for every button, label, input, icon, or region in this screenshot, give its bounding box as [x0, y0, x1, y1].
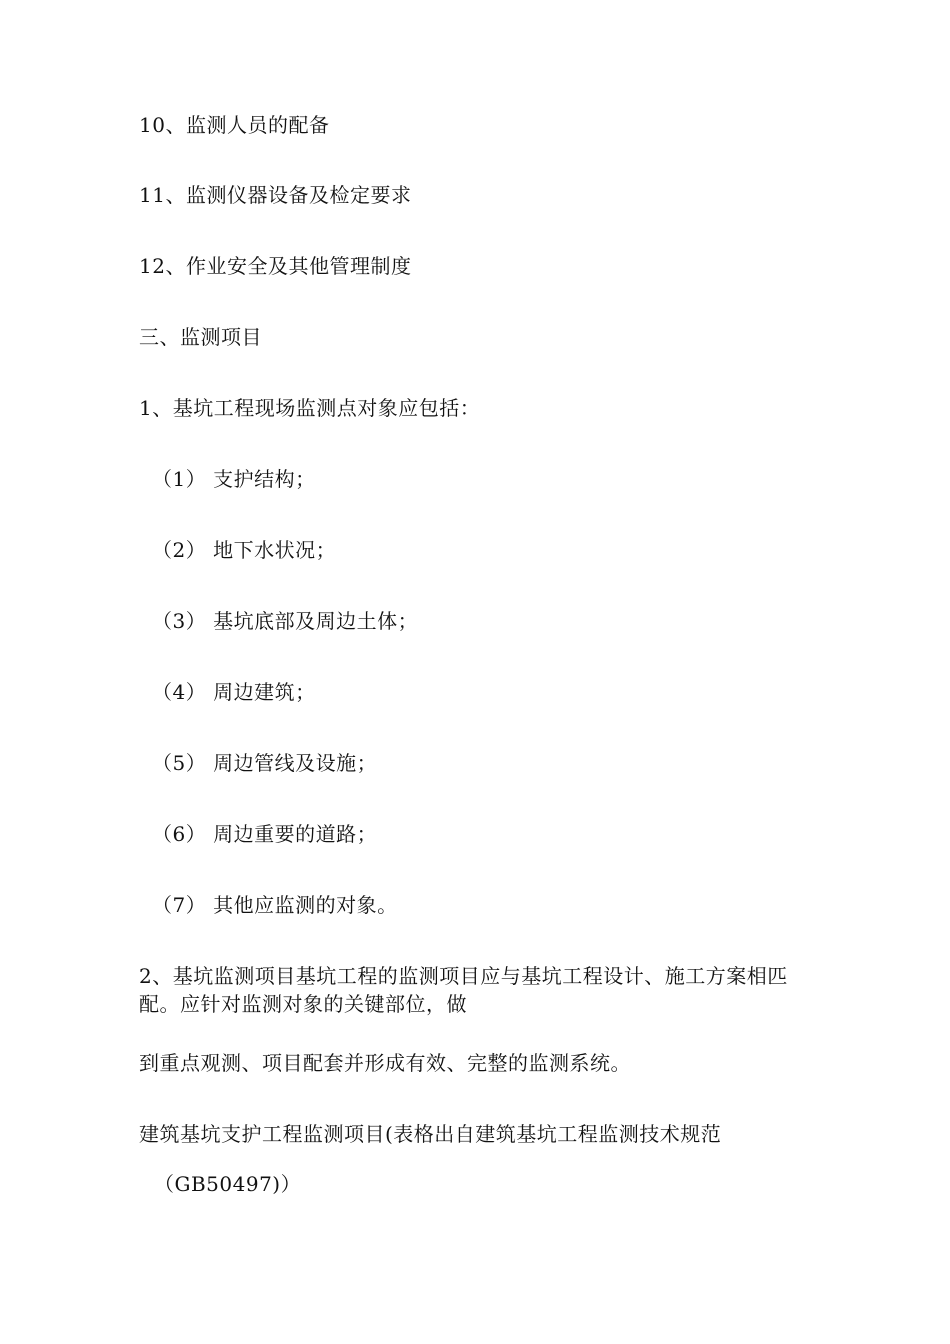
paragraph-standard-code: （GB50497)） [154, 1172, 302, 1196]
sub-item-3: （3） 基坑底部及周边土体； [152, 609, 419, 633]
sub-item-2: （2） 地下水状况； [152, 538, 337, 562]
sub-item-6: （6） 周边重要的道路； [152, 822, 378, 846]
paragraph-table-source: 建筑基坑支护工程监测项目(表格出自建筑基坑工程监测技术规范 [139, 1122, 722, 1146]
list-item-11: 11、监测仪器设备及检定要求 [139, 183, 412, 207]
sub-item-5: （5） 周边管线及设施； [152, 751, 378, 775]
sub-item-1: （1） 支护结构； [152, 467, 316, 491]
paragraph-monitoring-items-requirement [139, 962, 829, 1018]
sub-item-7: （7） 其他应监测的对象。 [152, 893, 398, 917]
paragraph-monitoring-system: 到重点观测、项目配套并形成有效、完整的监测系统。 [139, 1051, 631, 1075]
list-item-10: 10、监测人员的配备 [139, 113, 330, 137]
paragraph-line: 2、基坑监测项目基坑工程的监测项目应与基坑工程设计、施工方案相匹 [139, 964, 788, 988]
paragraph-line: 配。应针对监测对象的关键部位，做 [139, 992, 467, 1016]
sub-item-4: （4） 周边建筑； [152, 680, 316, 704]
section-heading-monitoring-items: 三、监测项目 [139, 325, 262, 349]
paragraph-monitoring-objects: 1、基坑工程现场监测点对象应包括： [139, 396, 481, 420]
list-item-12: 12、作业安全及其他管理制度 [139, 254, 412, 278]
